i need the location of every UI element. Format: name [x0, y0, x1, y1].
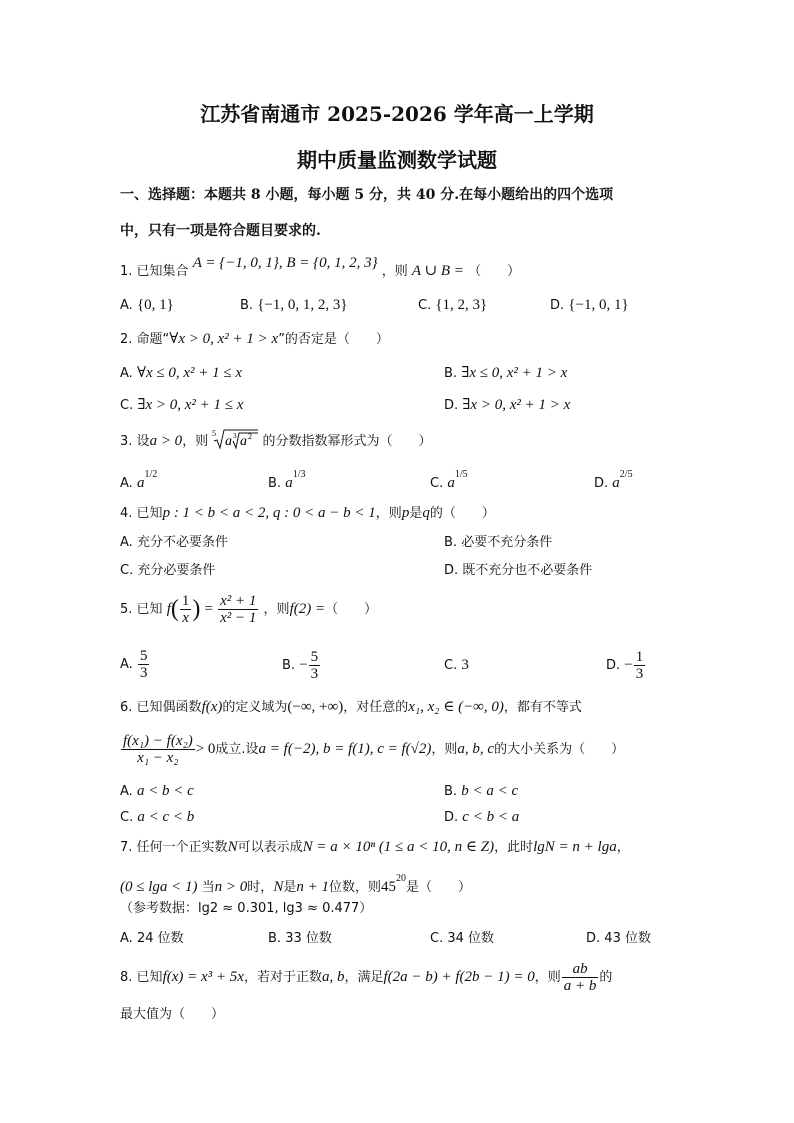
option-d: D. − $\frac{1}{3}$ [606, 649, 644, 682]
option-a [120, 296, 174, 315]
exam-title-line1: 江苏省南通市 2025-2026 学年高一上学期 [200, 102, 594, 126]
question-text: ，则 [182, 434, 209, 449]
option-c [430, 930, 494, 948]
function-definition: f(x) = x³ + 5x [162, 969, 244, 985]
answer-paren: （ ） [325, 602, 378, 617]
option-value: {−1, 0, 1} [568, 297, 629, 313]
question-text: ， [616, 840, 630, 855]
option-d [444, 562, 592, 580]
option-label: D. [444, 398, 459, 413]
question-text: 已知偶函数 [136, 700, 202, 715]
question-text: ，则 [381, 264, 408, 279]
option-value: 既不充分也不必要条件 [462, 563, 593, 578]
question-text: 是 [409, 506, 423, 521]
option-label: A. [120, 784, 133, 799]
option-label: A. [120, 476, 133, 491]
question-7-line2 [120, 870, 471, 897]
option-d [444, 396, 570, 415]
option-value: 充分必要条件 [137, 563, 216, 578]
option-label: A. [120, 931, 133, 946]
digits-expr: n + 1 [296, 879, 329, 895]
condition: a > 0 [149, 433, 183, 449]
svg-text:a: a [240, 434, 248, 449]
option-a [120, 782, 194, 801]
option-label: B. [282, 658, 296, 673]
exam-title-line2: 期中质量监测数学试题 [297, 148, 497, 172]
option-label: C. [444, 658, 458, 673]
question-text: 已知 [136, 602, 163, 617]
option-b [444, 364, 567, 383]
question-text: 可以表示成 [237, 840, 303, 855]
question-text: 已知集合 [136, 264, 189, 279]
function-expr: f(x) [201, 699, 223, 715]
question-number: 4. [120, 506, 133, 521]
question-text: 当 [201, 880, 215, 895]
option-label: B. [240, 298, 254, 313]
option-c [120, 396, 243, 415]
option-value: a < c < b [137, 809, 195, 825]
question-text: 的分数指数幂形式为（ ） [262, 434, 432, 449]
option-b [444, 534, 552, 552]
option-b [444, 782, 518, 801]
question-text: ，满足 [344, 970, 384, 985]
option-value: $a^{1/5}$ [447, 469, 468, 491]
question-1 [120, 255, 521, 281]
svg-text:5: 5 [212, 429, 217, 438]
question-text: ，对任意的 [343, 700, 409, 715]
question-text: 已知 [136, 970, 163, 985]
question-text: 的（ ） [429, 506, 495, 521]
option-label: B. [444, 535, 458, 550]
question-7-line1 [120, 838, 630, 857]
option-value: 3 [461, 657, 469, 673]
question-text: 的定义域为 [222, 700, 288, 715]
option-value: ∀x ≤ 0, x² + 1 ≤ x [136, 365, 243, 381]
question-5: 5. 已知 f( $\frac{1}{x}$ ) = $\frac{\text{x² + 1}}{\text{x² − 1}}$ ，则f(2) =（ ） [120, 593, 378, 626]
var-n: N [273, 879, 284, 895]
option-label: B. [444, 784, 458, 799]
variables: a, b [321, 969, 345, 985]
option-label: D. [444, 810, 459, 825]
question-text: 位数，则 [328, 880, 381, 895]
section-heading-line1: 一、选择题：本题共 8 小题，每小题 5 分，共 40 分.在每小题给出的四个选项 [120, 187, 614, 203]
option-value: 34 位数 [447, 931, 495, 946]
option-b [268, 930, 332, 948]
option-b [268, 466, 305, 493]
option-label: C. [418, 298, 432, 313]
question-text: ，此时 [494, 840, 534, 855]
option-a [120, 648, 150, 682]
answer-paren: （ ） [468, 264, 521, 279]
question-text: 是（ ） [405, 880, 471, 895]
question-text: 命题“ [136, 332, 170, 347]
condition: n > 0 [214, 879, 248, 895]
option-value: $\frac{1}{3}$ [635, 649, 644, 682]
question-text: 的 [599, 970, 613, 985]
question-text: ，则 [534, 970, 561, 985]
option-d [550, 296, 629, 315]
variables: a, b, c [457, 741, 495, 757]
question-text: 设 [136, 434, 150, 449]
definitions: a = f(−2), b = f(1), c = f(√2) [258, 741, 432, 757]
question-6-line1 [120, 698, 582, 717]
reference-data: （参考数据：lg2 ≈ 0.301, lg3 ≈ 0.477） [120, 901, 373, 916]
option-label: D. [444, 563, 459, 578]
option-c [444, 656, 469, 675]
option-c [120, 562, 215, 580]
question-8-line1 [120, 958, 612, 997]
option-value: 43 位数 [604, 931, 651, 946]
option-label: C. [430, 476, 444, 491]
question-text: 已知 [136, 506, 163, 521]
option-b: B. − $\frac{5}{3}$ [282, 649, 319, 682]
option-c [418, 296, 487, 315]
option-value: $a^{1/3}$ [285, 469, 306, 491]
question-number: 1. [120, 264, 133, 279]
option-label: A. [120, 298, 133, 313]
question-text: 是 [283, 880, 297, 895]
variables: x₁, x₂ ∈ (−∞, 0) [408, 699, 504, 715]
option-value: 必要不充分条件 [461, 535, 553, 550]
set-definitions: A = {−1, 0, 1}, B = {0, 1, 2, 3} [192, 255, 378, 271]
question-text: ，都有不等式 [503, 700, 582, 715]
option-a [120, 364, 242, 383]
option-a [120, 534, 228, 552]
option-value: $a^{2/5}$ [612, 469, 633, 491]
condition: f(2a − b) + f(2b − 1) = 0 [383, 969, 535, 985]
question-2 [120, 330, 389, 349]
option-label: D. [586, 931, 601, 946]
equals: = [204, 601, 213, 617]
question-text: ”的否定是（ ） [278, 332, 389, 347]
question-number: 3. [120, 434, 133, 449]
var-n: N [227, 839, 238, 855]
option-label: A. [120, 657, 133, 672]
option-value: $\frac{5}{3}$ [310, 649, 319, 682]
option-label: D. [594, 476, 609, 491]
inequality-rhs: > 0 [195, 741, 216, 757]
section-heading-line2: 中，只有一项是符合题目要求的. [120, 223, 321, 239]
question-text: 时， [247, 880, 274, 895]
proposition: ∀x > 0, x² + 1 > x [169, 331, 279, 347]
target-fraction: $\frac{ab}{a + b}$ [563, 961, 597, 994]
question-text: ，则 [431, 742, 458, 757]
function-name: f [166, 601, 171, 617]
option-a [120, 930, 184, 948]
question-4 [120, 504, 495, 523]
question-number: 7. [120, 840, 133, 855]
option-value: b < a < c [461, 783, 519, 799]
question-text: ，若对于正数 [243, 970, 322, 985]
option-value: {1, 2, 3} [435, 297, 488, 313]
option-value: a < b < c [136, 783, 194, 799]
option-value: ∃x > 0, x² + 1 ≤ x [137, 397, 244, 413]
question-number: 8. [120, 970, 133, 985]
option-value: $a^{1/2}$ [136, 469, 158, 491]
question-text: 任何一个正实数 [136, 840, 228, 855]
var-q: q [422, 505, 430, 521]
option-b [240, 296, 348, 315]
option-value: ∃x > 0, x² + 1 > x [462, 397, 571, 413]
fraction: $\frac{1}{x}$ [181, 593, 190, 626]
option-value: {0, 1} [136, 297, 174, 313]
option-label: C. [430, 931, 444, 946]
question-number: 2. [120, 332, 133, 347]
question-text: 成立.设 [215, 742, 259, 757]
option-value: 充分不必要条件 [136, 535, 228, 550]
option-d [594, 466, 633, 493]
option-label: D. [606, 658, 621, 673]
question-text: ，则 [263, 602, 290, 617]
option-value: ∃x ≤ 0, x² + 1 > x [461, 365, 568, 381]
question-number: 5. [120, 602, 133, 617]
option-label: C. [120, 810, 134, 825]
option-label: D. [550, 298, 565, 313]
domain: (−∞, +∞) [287, 699, 344, 715]
option-label: B. [268, 931, 282, 946]
var-p: p [401, 505, 410, 521]
option-value: c < b < a [462, 809, 520, 825]
option-label: A. [120, 366, 133, 381]
svg-text:2: 2 [248, 432, 253, 441]
union-expression: A ∪ B = [411, 263, 464, 279]
option-label: B. [268, 476, 282, 491]
question-expr: f(2) = [289, 601, 326, 617]
option-value: {−1, 0, 1, 2, 3} [257, 297, 348, 313]
question-text: ，则 [375, 506, 402, 521]
option-d [586, 930, 651, 948]
option-label: A. [120, 535, 133, 550]
question-3 [120, 428, 432, 451]
option-c [120, 808, 194, 827]
option-value: $\frac{5}{3}$ [139, 648, 148, 681]
option-label: C. [120, 398, 134, 413]
svg-text:3: 3 [233, 432, 237, 440]
option-label: B. [444, 366, 458, 381]
scientific-form: N = a × 10ⁿ (1 ≤ a < 10, n ∈ Z) [302, 839, 495, 855]
question-number: 6. [120, 700, 133, 715]
question-8-line2: 最大值为（ ） [120, 1007, 225, 1022]
fraction: $\frac{\text{x² + 1}}{\text{x² − 1}}$ [220, 593, 257, 626]
question-text: 的大小关系为（ ） [494, 742, 625, 757]
option-a [120, 466, 157, 493]
option-value: 24 位数 [136, 931, 184, 946]
option-d [444, 808, 519, 827]
difference-quotient: $\frac{\text{f(x₁) − f(x₂)}}{\text{x₁ − x₂}}$ [123, 733, 193, 766]
condition: p : 1 < b < a < 2, q : 0 < a − b < 1 [162, 505, 376, 521]
power-expr: $45^{20}$ [380, 873, 406, 895]
nested-radical-icon [212, 428, 258, 450]
option-value: 33 位数 [285, 931, 332, 946]
log-expr: lgN = n + lga [533, 839, 617, 855]
svg-text:a: a [225, 434, 233, 449]
option-label: C. [120, 563, 134, 578]
option-c [430, 466, 468, 493]
question-6-line2 [120, 730, 624, 769]
condition: (0 ≤ lga < 1) [120, 879, 198, 895]
